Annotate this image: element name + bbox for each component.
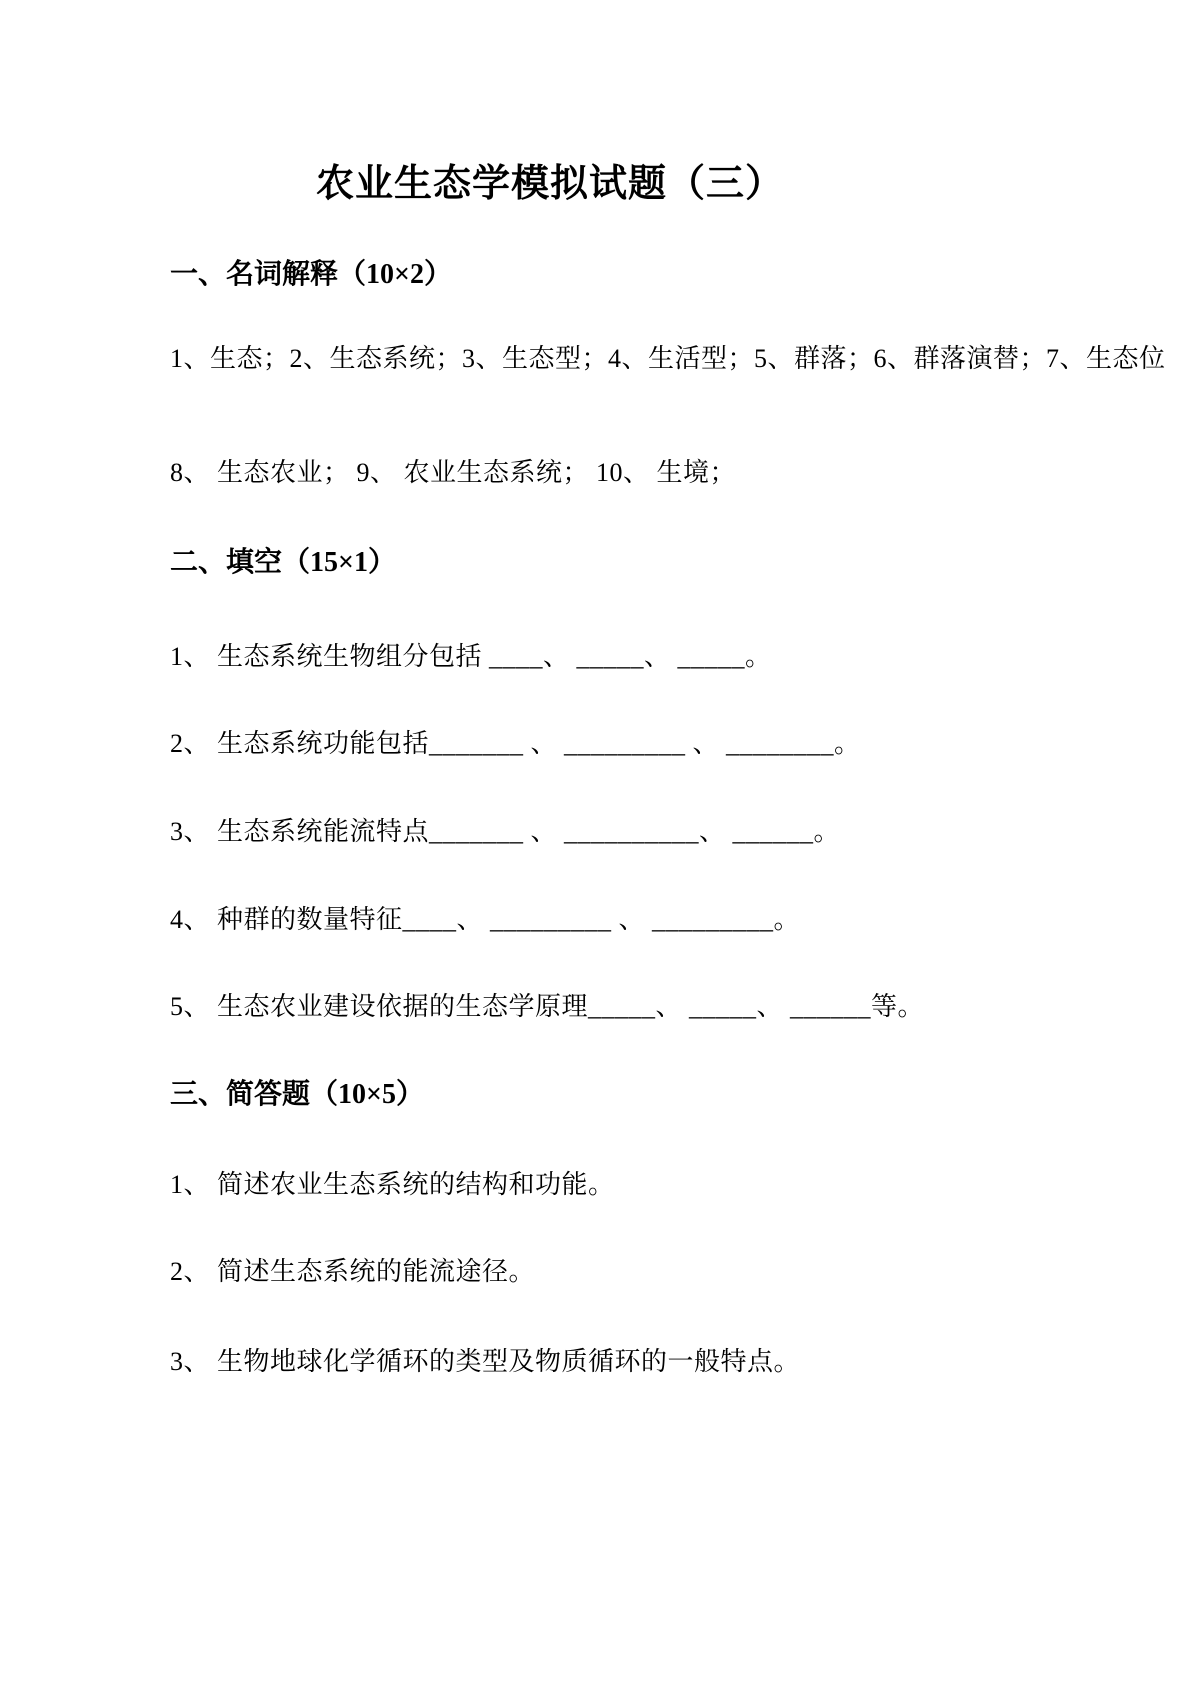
short-answer-question-2: 2、 简述生态系统的能流途径。 bbox=[170, 1257, 536, 1286]
fill-blank-question-1: 1、 生态系统生物组分包括 ____、 _____、 _____。 bbox=[170, 642, 772, 671]
fill-blank-question-2: 2、 生态系统功能包括_______ 、 _________ 、 ________。 bbox=[170, 729, 861, 758]
definition-items-line-2: 8、 生态农业； 9、 农业生态系统； 10、 生境； bbox=[170, 458, 737, 487]
short-answer-question-3: 3、 生物地球化学循环的类型及物质循环的一般特点。 bbox=[170, 1347, 801, 1376]
fill-blank-question-5: 5、 生态农业建设依据的生态学原理_____、 _____、 ______等。 bbox=[170, 992, 925, 1021]
section-heading-short-answer: 三、简答题（10×5） bbox=[170, 1079, 424, 1110]
definition-items-line-1: 1、生态；2、生态系统；3、生态型；4、生活型；5、群落；6、群落演替；7、生态位 bbox=[170, 344, 1166, 373]
section-heading-fill-blanks: 二、填空（15×1） bbox=[170, 547, 396, 578]
short-answer-question-1: 1、 简述农业生态系统的结构和功能。 bbox=[170, 1170, 615, 1199]
section-heading-definitions: 一、名词解释（10×2） bbox=[170, 259, 452, 290]
fill-blank-question-3: 3、 生态系统能流特点_______ 、 __________、 ______。 bbox=[170, 817, 841, 846]
exam-title: 农业生态学模拟试题（三） bbox=[315, 163, 785, 205]
fill-blank-question-4: 4、 种群的数量特征____、 _________ 、 _________。 bbox=[170, 905, 801, 934]
